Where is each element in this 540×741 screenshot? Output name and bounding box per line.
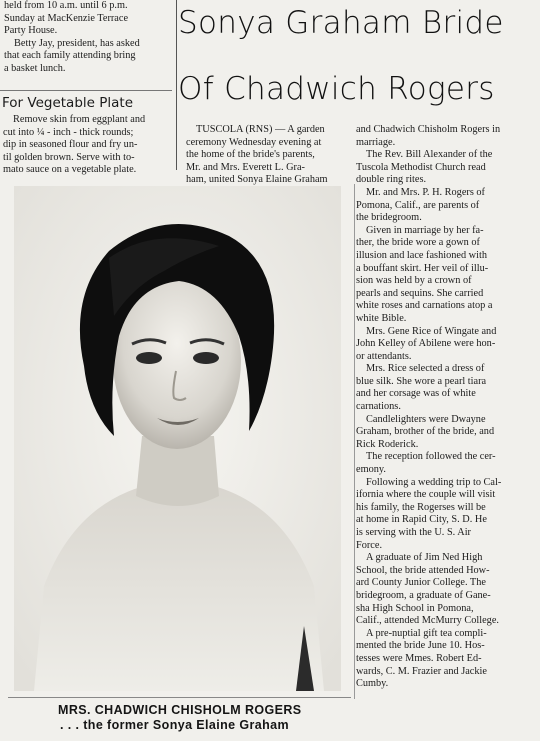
caption-line-2: . . . the former Sonya Elaine Graham bbox=[60, 718, 290, 732]
text-line: Graham, brother of the bride, and bbox=[356, 426, 495, 438]
text-line: Betty Jay, president, has asked bbox=[14, 37, 140, 49]
text-line: that each family attending bring bbox=[4, 50, 136, 62]
text-line: ham, united Sonya Elaine Graham bbox=[186, 174, 328, 186]
text-line: Mr. and Mrs. P. H. Rogers of bbox=[366, 186, 485, 198]
text-line: dip in seasoned flour and fry un- bbox=[3, 139, 138, 151]
headline-line-1: Sonya Graham Bride bbox=[178, 5, 504, 41]
recipe-body bbox=[3, 114, 175, 177]
text-line: the home of the bride's parents, bbox=[186, 149, 315, 161]
text-line: emony. bbox=[356, 464, 386, 476]
text-line: white roses and carnations atop a bbox=[356, 300, 493, 312]
text-line: TUSCOLA (RNS) — A garden bbox=[196, 124, 325, 135]
caption-divider bbox=[8, 697, 351, 698]
text-line: double ring rites. bbox=[356, 174, 427, 186]
text-line: ceremony Wednesday evening at bbox=[186, 136, 322, 148]
text-line: til golden brown. Serve with to- bbox=[3, 151, 135, 163]
text-line: held from 10 a.m. until 6 p.m. bbox=[4, 0, 128, 11]
text-line: Calif., attended McMurry College. bbox=[356, 615, 499, 627]
text-line: ifornia where the couple will visit bbox=[356, 489, 496, 501]
article-column-middle bbox=[186, 124, 352, 187]
text-line: the bridegroom. bbox=[356, 212, 422, 224]
text-line: Given in marriage by her fa- bbox=[366, 224, 484, 236]
text-line: Rick Roderick. bbox=[356, 438, 419, 450]
text-line: carnations. bbox=[356, 401, 401, 413]
text-line: Mrs. Gene Rice of Wingate and bbox=[366, 325, 497, 337]
text-line: cut into ¼ - inch - thick rounds; bbox=[3, 126, 134, 138]
right-eye bbox=[193, 352, 219, 364]
text-line: his family, the Rogerses will be bbox=[356, 501, 486, 513]
text-line: sion was held by a crown of bbox=[356, 275, 472, 287]
portrait-illustration bbox=[14, 186, 341, 691]
text-line: A graduate of Jim Ned High bbox=[366, 552, 483, 564]
text-line: The Rev. Bill Alexander of the bbox=[366, 149, 493, 161]
column-rule-photo bbox=[354, 184, 355, 699]
text-line: a basket lunch. bbox=[4, 62, 66, 74]
text-line: Following a wedding trip to Cal- bbox=[366, 476, 502, 488]
text-line: sha High School in Pomona, bbox=[356, 602, 474, 614]
text-line: or attendants. bbox=[356, 350, 412, 362]
text-line: Mrs. Rice selected a dress of bbox=[366, 363, 485, 375]
text-line: at home in Rapid City, S. D. He bbox=[356, 514, 487, 526]
text-line: mented the bride June 10. Hos- bbox=[356, 640, 485, 652]
recipe-heading: For Vegetable Plate bbox=[2, 95, 133, 111]
text-line: illusion and lace fashioned with bbox=[356, 249, 487, 261]
bride-portrait-photo bbox=[14, 186, 341, 691]
text-line: Mr. and Mrs. Everett L. Gra- bbox=[186, 161, 305, 173]
left-eye bbox=[136, 352, 162, 364]
photo-caption bbox=[58, 703, 338, 733]
previous-article-tail bbox=[4, 0, 172, 76]
text-line: Tuscola Methodist Church read bbox=[356, 161, 486, 173]
text-line: blue silk. She wore a pearl tiara bbox=[356, 375, 487, 387]
text-line: tesses were Mmes. Robert Ed- bbox=[356, 652, 482, 664]
text-line: School, the bride attended How- bbox=[356, 564, 490, 576]
text-line: Pomona, Calif., are parents of bbox=[356, 199, 480, 211]
text-line: marriage. bbox=[356, 136, 396, 148]
text-line: Cumby. bbox=[356, 678, 389, 690]
text-line: Sunday at MacKenzie Terrace bbox=[4, 12, 129, 24]
text-line: mato sauce on a vegetable plate. bbox=[3, 164, 137, 176]
caption-line-1: MRS. CHADWICH CHISHOLM ROGERS bbox=[58, 703, 302, 717]
text-line: and her corsage was of white bbox=[356, 388, 476, 400]
text-line: Remove skin from eggplant and bbox=[13, 114, 146, 125]
headline-line-2: Of Chadwich Rogers bbox=[178, 71, 495, 107]
text-line: Force. bbox=[356, 539, 383, 551]
text-line: a bouffant skirt. Her veil of illu- bbox=[356, 262, 489, 274]
text-line: wards, C. M. Frazier and Jackie bbox=[356, 665, 487, 677]
column-rule-left bbox=[176, 0, 177, 170]
text-line: and Chadwich Chisholm Rogers in bbox=[356, 124, 501, 135]
text-line: bridegroom, a graduate of Gane- bbox=[356, 589, 491, 601]
text-line: A pre-nuptial gift tea compli- bbox=[366, 627, 487, 639]
text-line: ard County Junior College. The bbox=[356, 577, 486, 589]
text-line: pearls and sequins. She carried bbox=[356, 287, 484, 299]
article-column-right bbox=[356, 124, 537, 691]
text-line: ther, the bride wore a gown of bbox=[356, 237, 480, 249]
text-line: Party House. bbox=[4, 25, 58, 37]
section-divider bbox=[0, 90, 172, 91]
text-line: is serving with the U. S. Air bbox=[356, 527, 471, 538]
text-line: John Kelley of Abilene were hon- bbox=[356, 338, 496, 350]
text-line: Candlelighters were Dwayne bbox=[366, 413, 486, 425]
text-line: The reception followed the cer- bbox=[366, 451, 496, 463]
text-line: white Bible. bbox=[356, 312, 407, 324]
